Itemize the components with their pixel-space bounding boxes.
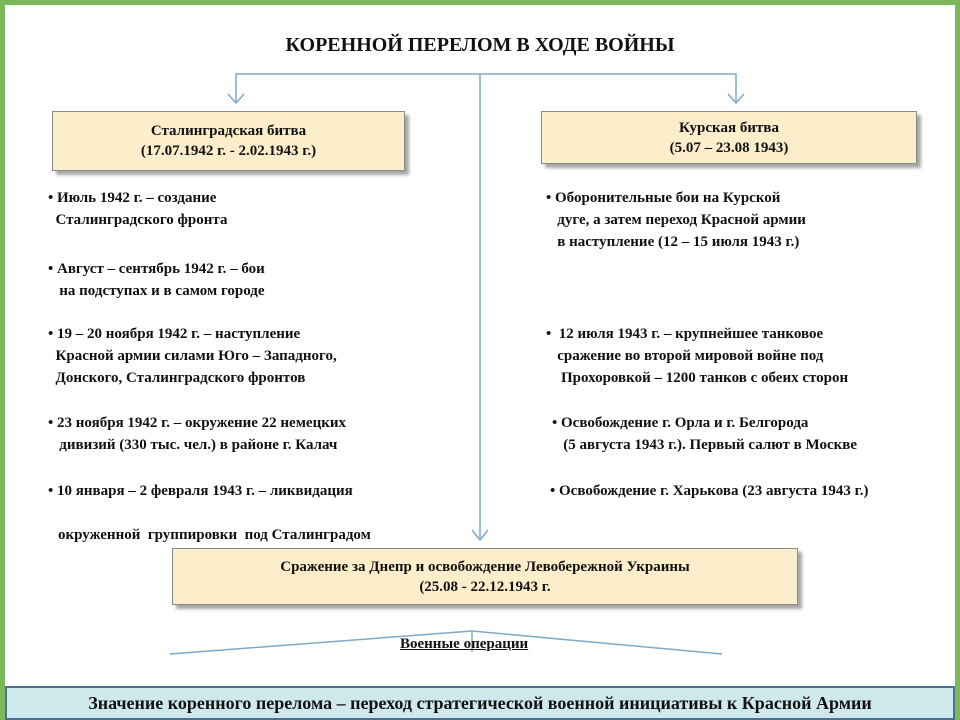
list-item: • 12 июля 1943 г. – крупнейшее танковое сражение во второй мировой войне под Прохоровкой – 1200 танков с обеих сторон (546, 326, 849, 386)
list-item: • 10 января – 2 февраля 1943 г. – ликвидация (48, 483, 353, 499)
significance-banner (5, 686, 955, 720)
significance-text: Значение коренного перелома – переход стратегической военной инициативы к Красной Армии (88, 692, 872, 713)
stalingrad-box-title: Сталинградская битва (150, 123, 307, 139)
list-item: • Июль 1942 г. – создание Сталинградского фронта (48, 190, 228, 228)
page-title: КОРЕННОЙ ПЕРЕЛОМ В ХОДЕ ВОЙНЫ (285, 34, 675, 56)
stalingrad-events-list (48, 187, 371, 543)
military-operations-label: Военные операции (400, 636, 529, 652)
stalingrad-box-dates: (17.07.1942 г. - 2.02.1943 г.) (140, 143, 317, 159)
list-item: окруженной группировки под Сталинградом (58, 527, 371, 543)
dnepr-battle-box (172, 548, 798, 605)
list-item: • Оборонительные бои на Курской дуге, а затем переход Красной армии в наступление (12 – 15 июля 1943 г.) (546, 190, 806, 250)
list-item: • 23 ноября 1942 г. – окружение 22 немецких дивизий (330 тыс. чел.) в районе г. Калач (48, 415, 347, 453)
stalingrad-battle-box (52, 111, 405, 171)
list-item: • Освобождение г. Орла и г. Белгорода (5 августа 1943 г.). Первый салют в Москве (552, 415, 858, 453)
list-item: • Освобождение г. Харькова (23 августа 1943 г.) (550, 483, 869, 499)
dnepr-box-dates: (25.08 - 22.12.1943 г. (419, 578, 551, 595)
list-item: • 19 – 20 ноября 1942 г. – наступление Красной армии силами Юго – Западного, Донского, Сталинградского фронтов (48, 326, 337, 386)
kursk-events-list (546, 187, 869, 499)
kursk-box-title: Курская битва (679, 119, 779, 136)
kursk-battle-box (541, 111, 917, 164)
kursk-box-dates: (5.07 – 23.08 1943) (669, 139, 789, 156)
list-item: • Август – сентябрь 1942 г. – бои на подступах и в самом городе (48, 261, 265, 299)
top-bracket-line (236, 74, 736, 102)
dnepr-box-title: Сражение за Днепр и освобождение Левобережной Украины (280, 558, 690, 575)
